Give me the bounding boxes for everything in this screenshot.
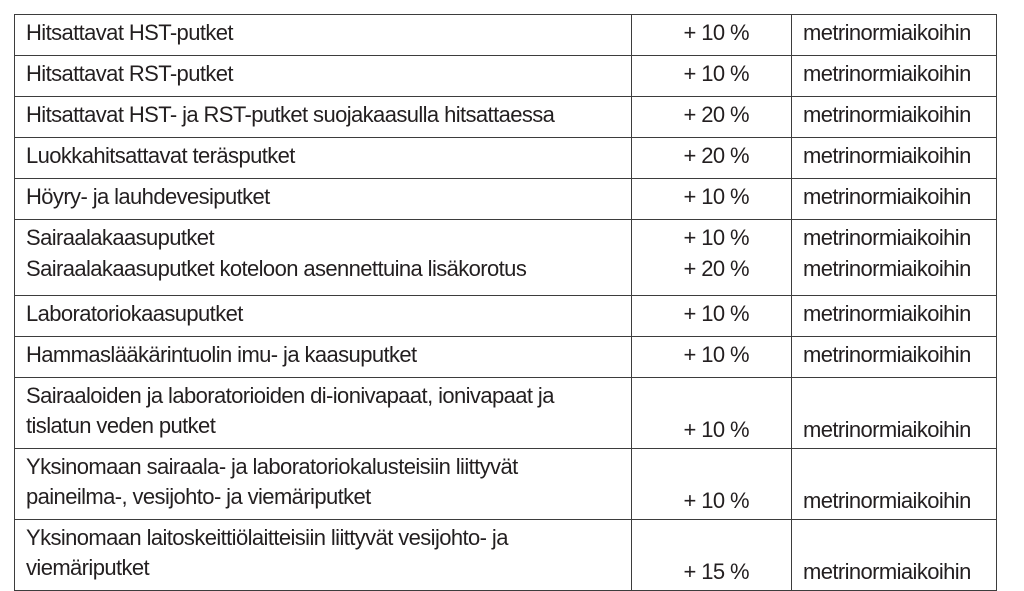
pipe-type-cell — [15, 15, 632, 56]
percentage-text: + 20 % — [683, 143, 749, 168]
table-row — [15, 378, 997, 449]
percentage-text: + 10 % — [683, 61, 749, 86]
table-row — [15, 220, 997, 296]
unit-cell — [792, 220, 997, 296]
unit-text: metrinormiaikoihin — [803, 488, 971, 513]
unit-cell — [792, 520, 997, 591]
unit-text: metrinormiaikoihin — [803, 301, 971, 326]
pipe-type-text: Hammaslääkärintuolin imu- ja kaasuputket — [26, 342, 417, 367]
unit-text: metrinormiaikoihin — [803, 417, 971, 442]
unit-cell — [792, 449, 997, 520]
pipe-type-cell — [15, 449, 632, 520]
percentage-text: + 20 % — [683, 102, 749, 127]
unit-text: metrinormiaikoihin — [803, 342, 971, 367]
percentage-text: + 10 % — [683, 301, 749, 326]
unit-text: metrinormiaikoihin — [803, 225, 971, 250]
unit-text: metrinormiaikoihin — [803, 559, 971, 584]
percentage-cell — [632, 520, 792, 591]
pipe-type-text: Hitsattavat RST-putket — [26, 61, 233, 86]
percentage-cell — [632, 138, 792, 179]
unit-text: metrinormiaikoihin — [803, 143, 971, 168]
table-row — [15, 15, 997, 56]
unit-text: metrinormiaikoihin — [803, 256, 971, 281]
table-row — [15, 56, 997, 97]
unit-text: metrinormiaikoihin — [803, 61, 971, 86]
percentage-cell — [632, 15, 792, 56]
unit-cell — [792, 378, 997, 449]
table-row — [15, 449, 997, 520]
table-row — [15, 138, 997, 179]
pipe-type-text: Höyry- ja lauhdevesiputket — [26, 184, 270, 209]
percentage-cell — [632, 337, 792, 378]
percentage-cell — [632, 179, 792, 220]
pipe-type-text: tislatun veden putket — [26, 413, 216, 438]
table-row — [15, 337, 997, 378]
table-row — [15, 97, 997, 138]
pipe-type-cell — [15, 56, 632, 97]
percentage-text: + 10 % — [683, 488, 749, 513]
percentage-cell — [632, 56, 792, 97]
unit-cell — [792, 15, 997, 56]
percentage-cell — [632, 296, 792, 337]
percentage-text: + 10 % — [683, 225, 749, 250]
unit-text: metrinormiaikoihin — [803, 20, 971, 45]
percentage-text: + 15 % — [683, 559, 749, 584]
unit-cell — [792, 138, 997, 179]
unit-cell — [792, 296, 997, 337]
unit-cell — [792, 97, 997, 138]
pipe-type-cell — [15, 337, 632, 378]
percentage-text: + 10 % — [683, 20, 749, 45]
table-row — [15, 179, 997, 220]
pipe-type-text: viemäriputket — [26, 555, 150, 580]
percentage-cell — [632, 449, 792, 520]
percentage-cell — [632, 378, 792, 449]
pipe-type-cell — [15, 97, 632, 138]
pipe-type-text: Yksinomaan sairaala- ja laboratoriokalusteisiin liittyvät — [26, 454, 518, 479]
percentage-text: + 10 % — [683, 342, 749, 367]
pipe-type-text: Laboratoriokaasuputket — [26, 301, 243, 326]
unit-text: metrinormiaikoihin — [803, 184, 971, 209]
pipe-type-text: Sairaalakaasuputket koteloon asennettuina lisäkorotus — [26, 256, 527, 281]
unit-cell — [792, 179, 997, 220]
unit-cell — [792, 337, 997, 378]
pipe-type-cell — [15, 378, 632, 449]
pipe-type-cell — [15, 138, 632, 179]
pipe-type-cell — [15, 520, 632, 591]
pipe-type-text: paineilma-, vesijohto- ja viemäriputket — [26, 484, 371, 509]
pipe-type-text: Sairaalakaasuputket — [26, 225, 214, 250]
pipe-type-text: Luokkahitsattavat teräsputket — [26, 143, 295, 168]
pipe-type-text: Yksinomaan laitoskeittiölaitteisiin liittyvät vesijohto- ja — [26, 525, 508, 550]
table-row — [15, 296, 997, 337]
pipe-type-cell — [15, 220, 632, 296]
percentage-cell — [632, 220, 792, 296]
percentage-text: + 10 % — [683, 417, 749, 442]
pipe-type-text: Hitsattavat HST- ja RST-putket suojakaasulla hitsattaessa — [26, 102, 555, 127]
pipe-type-text: Hitsattavat HST-putket — [26, 20, 233, 45]
pipe-type-cell — [15, 296, 632, 337]
percentage-cell — [632, 97, 792, 138]
percentage-text: + 20 % — [683, 256, 749, 281]
unit-text: metrinormiaikoihin — [803, 102, 971, 127]
surcharge-table — [14, 14, 997, 591]
percentage-text: + 10 % — [683, 184, 749, 209]
pipe-type-cell — [15, 179, 632, 220]
unit-cell — [792, 56, 997, 97]
pipe-type-text: Sairaaloiden ja laboratorioiden di-ionivapaat, ionivapaat ja — [26, 383, 554, 408]
table-row — [15, 520, 997, 591]
